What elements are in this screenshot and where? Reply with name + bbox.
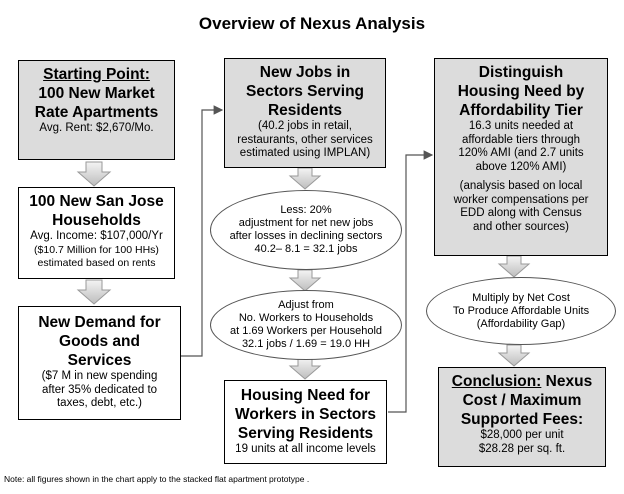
net-cost-line2: To Produce Affordable Units [452,304,590,317]
tier-heading-line2: Housing Need by [457,83,585,100]
demand-heading-line2: Goods and [59,333,140,350]
households-box [18,187,175,279]
housing-need-heading: Housing Need for [240,387,371,404]
households-heading: 100 New San Jose [29,193,164,210]
net-cost-line1: Multiply by Net Cost [472,291,570,304]
tier-units-text: 16.3 units needed at [468,120,574,132]
new-jobs-detail: (40.2 jobs in retail, [258,120,352,132]
avg-rent-text: Avg. Rent: $2,670/Mo. [39,122,154,134]
down-arrow-1 [78,162,110,186]
demand-spending-text: ($7 M in new spending [41,370,158,382]
new-jobs-detail-line3: estimated using IMPLAN) [239,147,371,159]
jobs-adjustment-line3: after losses in declining sectors [229,230,383,242]
fee-per-unit: $28,000 per unit [480,429,564,441]
tier-units-text-line2: affordable tiers through [461,133,581,146]
down-arrow-2 [78,280,110,304]
jobs-adjustment-line2: adjustment for net new jobs [238,217,374,229]
affordability-tier-box [434,58,608,256]
demand-spending-text-line3: taxes, debt, etc.) [56,397,142,409]
starting-point-heading-line2: 100 New Market [38,85,155,102]
conclusion-box [438,367,606,467]
starting-point-heading: Starting Point: [43,66,150,83]
demand-spending-text-line2: after 35% dedicated to [41,383,158,396]
tier-analysis-text-line4: and other sources) [473,220,569,233]
workers-households-ellipse [210,290,402,360]
workers-households-line4: 32.1 jobs / 1.69 = 19.0 HH [241,338,371,350]
housing-need-heading-line2: Workers in Sectors [235,406,376,423]
housing-need-box [224,380,387,464]
jobs-adjustment-ellipse [210,190,402,270]
tier-heading-line3: Affordability Tier [459,102,583,119]
down-arrow-5 [290,358,320,379]
new-jobs-heading: New Jobs in [259,64,351,81]
tier-analysis-text: (analysis based on local [459,180,583,192]
down-arrow-6 [499,256,529,277]
new-jobs-detail-line2: restaurants, other services [237,133,373,146]
footnote: Note: all figures shown in the chart apply to the stacked flat apartment prototype . [4,474,310,484]
housing-need-units: 19 units at all income levels [235,443,376,455]
new-jobs-heading-line2: Sectors Serving [245,83,365,100]
down-arrow-4 [290,270,320,291]
conclusion-heading-line3: Supported Fees: [460,411,584,428]
tier-analysis-text-line2: worker compensations per [453,193,589,206]
fee-per-sqft: $28.28 per sq. ft. [478,442,566,455]
households-heading-line2: Households [52,212,141,229]
workers-households-line1: Adjust from [278,299,334,311]
demand-heading-line3: Services [67,352,132,369]
starting-point-heading-line3: Rate Apartments [34,104,159,121]
workers-households-line3: at 1.69 Workers per Household [229,325,383,337]
conclusion-heading [439,372,605,391]
workers-households-line2: No. Workers to Households [238,312,374,324]
down-arrow-3 [290,168,320,189]
income-basis-text: estimated based on rents [37,257,156,269]
connector-housing-to-tier [388,155,432,412]
avg-income-text: Avg. Income: $107,000/Yr [30,230,163,242]
tier-heading: Distinguish [478,64,564,81]
jobs-adjustment-line4: 40.2– 8.1 = 32.1 jobs [254,243,358,255]
income-total-text: ($10.7 Million for 100 HHs) [34,243,159,256]
net-cost-line3: (Affordability Gap) [476,317,566,330]
demand-box [18,306,181,420]
demand-heading: New Demand for [38,314,161,331]
down-arrow-7 [499,345,529,366]
tier-analysis-text-line3: EDD along with Census [460,207,582,219]
new-jobs-heading-line3: Residents [267,102,343,119]
starting-point-box [18,60,175,160]
jobs-adjustment-line1: Less: 20% [280,204,332,216]
tier-units-text-line4: above 120% AMI) [475,160,567,173]
tier-units-text-line3: 120% AMI (and 2.7 units [458,147,584,159]
conclusion-label: Conclusion: [451,373,542,390]
housing-need-heading-line3: Serving Residents [237,425,374,442]
page-title: Overview of Nexus Analysis [198,14,426,33]
conclusion-heading-line2: Cost / Maximum [462,392,582,409]
net-cost-ellipse [426,277,616,345]
new-jobs-box [224,58,386,168]
conclusion-heading-rest: Nexus [541,373,593,390]
